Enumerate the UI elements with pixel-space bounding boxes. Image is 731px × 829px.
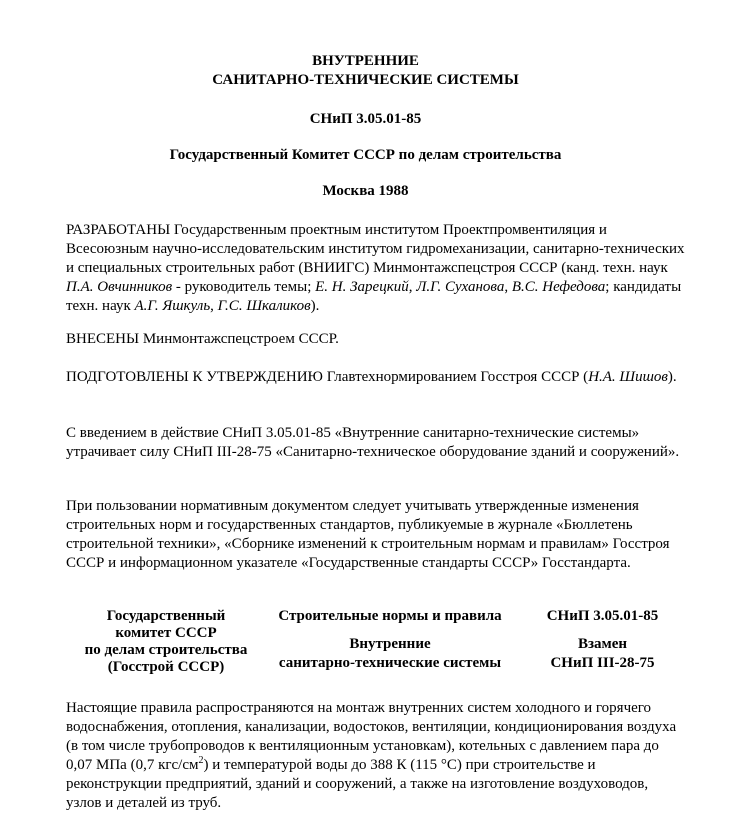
replacement-paragraph: С введением в действие СНиП 3.05.01-85 «Внутренние санитарно-технические системы» утрачивает силу СНиП III-28-75 «Санитарно-техническое оборудование зданий и сооружений». [66, 425, 680, 460]
issuing-body-cell [66, 608, 266, 676]
issuing-body-line-2: комитет СССР [115, 625, 217, 641]
replaces-cell [520, 636, 685, 672]
developed-text-1: РАЗРАБОТАНЫ Государственным проектным институтом Проектпромвентиляция и Всесоюзным научно-исследовательским институтом гидромеханизации, санитарно-технических и специальных строительных работ (ВНИИГС) Минмонтажспецстроя СССР (канд. техн. наук [66, 222, 685, 276]
issuing-body-line-4: (Госстрой СССР) [107, 659, 225, 675]
title-line-2: САНИТАРНО-ТЕХНИЧЕСКИЕ СИСТЕМЫ [212, 72, 519, 88]
developed-text-3: , [408, 279, 417, 295]
developed-text-4: , [504, 279, 512, 295]
system-title-line-2: санитарно-технические системы [278, 655, 502, 671]
introduced-paragraph: ВНЕСЕНЫ Минмонтажспецстроем СССР. [66, 331, 339, 347]
developed-paragraph [66, 221, 686, 316]
developed-text-2: - руководитель темы; [172, 279, 316, 295]
preparer-name: Н.А. Шишов [588, 369, 668, 385]
scope-text-2: ) и температурой воды до 388 К (115 °С) при строительстве и реконструкции предприятий, зданий и сооружений, а также на изготовление воздуховодов, узлов и деталей из труб. [66, 757, 649, 811]
issuing-body-line-3: по делам строительства [84, 642, 248, 658]
document-code: СНиП 3.05.01-85 [309, 111, 422, 127]
developer-name-2: Е. Н. Зарецкий [315, 279, 409, 295]
replaces-line-1: Взамен [577, 636, 628, 652]
scope-paragraph [66, 699, 686, 813]
prepared-text-1: ПОДГОТОВЛЕНЫ К УТВЕРЖДЕНИЮ Главтехнормированием Госстроя СССР ( [66, 369, 589, 385]
developer-name-6: Г.С. Шкаликов [217, 298, 311, 314]
developer-name-3: Л.Г. Суханова [416, 279, 505, 295]
developer-name-5: А.Г. Яшкуль [134, 298, 211, 314]
scope-superscript: 2 [198, 755, 204, 766]
developed-text-6: , [210, 298, 218, 314]
prepared-text-2: ). [667, 369, 677, 385]
prepared-paragraph [66, 368, 686, 387]
replaces-line-2: СНиП III-28-75 [550, 655, 655, 671]
scope-text-1: Настоящие правила распространяются на монтаж внутренних систем холодного и горячего водоснабжения, отопления, канализации, водостоков, вентиляции, кондиционирования воздуха (в том числе трубопроводов к вентиляционным установкам), котельных с давлением пара до 0,07 МПа (0,7 кгс/см [66, 700, 677, 773]
norms-heading: Строительные нормы и правила [278, 608, 502, 624]
system-title-cell [265, 636, 515, 672]
issuing-body-line-1: Государственный [106, 608, 226, 624]
system-title-line-1: Внутренние [349, 636, 431, 652]
developed-text-5: ; кандидаты техн. наук [66, 279, 682, 314]
usage-paragraph: При пользовании нормативным документом следует учитывать утвержденные изменения строительных норм и государственных стандартов, публикуемые в журнале «Бюллетень строительной техники», «Сборнике изменений к строительным нормам и правилам» Госстроя СССР и информационном указателе «Государственные стандарты СССР» Госстандарта. [66, 498, 670, 571]
city-year: Москва 1988 [322, 183, 409, 199]
developed-text-7: ). [310, 298, 320, 314]
title-line-1: ВНУТРЕННИЕ [312, 53, 419, 69]
developer-name-1: П.А. Овчинников [66, 279, 173, 295]
code-cell: СНиП 3.05.01-85 [546, 608, 659, 624]
developer-name-4: В.С. Нефедова [511, 279, 606, 295]
committee-name: Государственный Комитет СССР по делам строительства [169, 147, 562, 163]
